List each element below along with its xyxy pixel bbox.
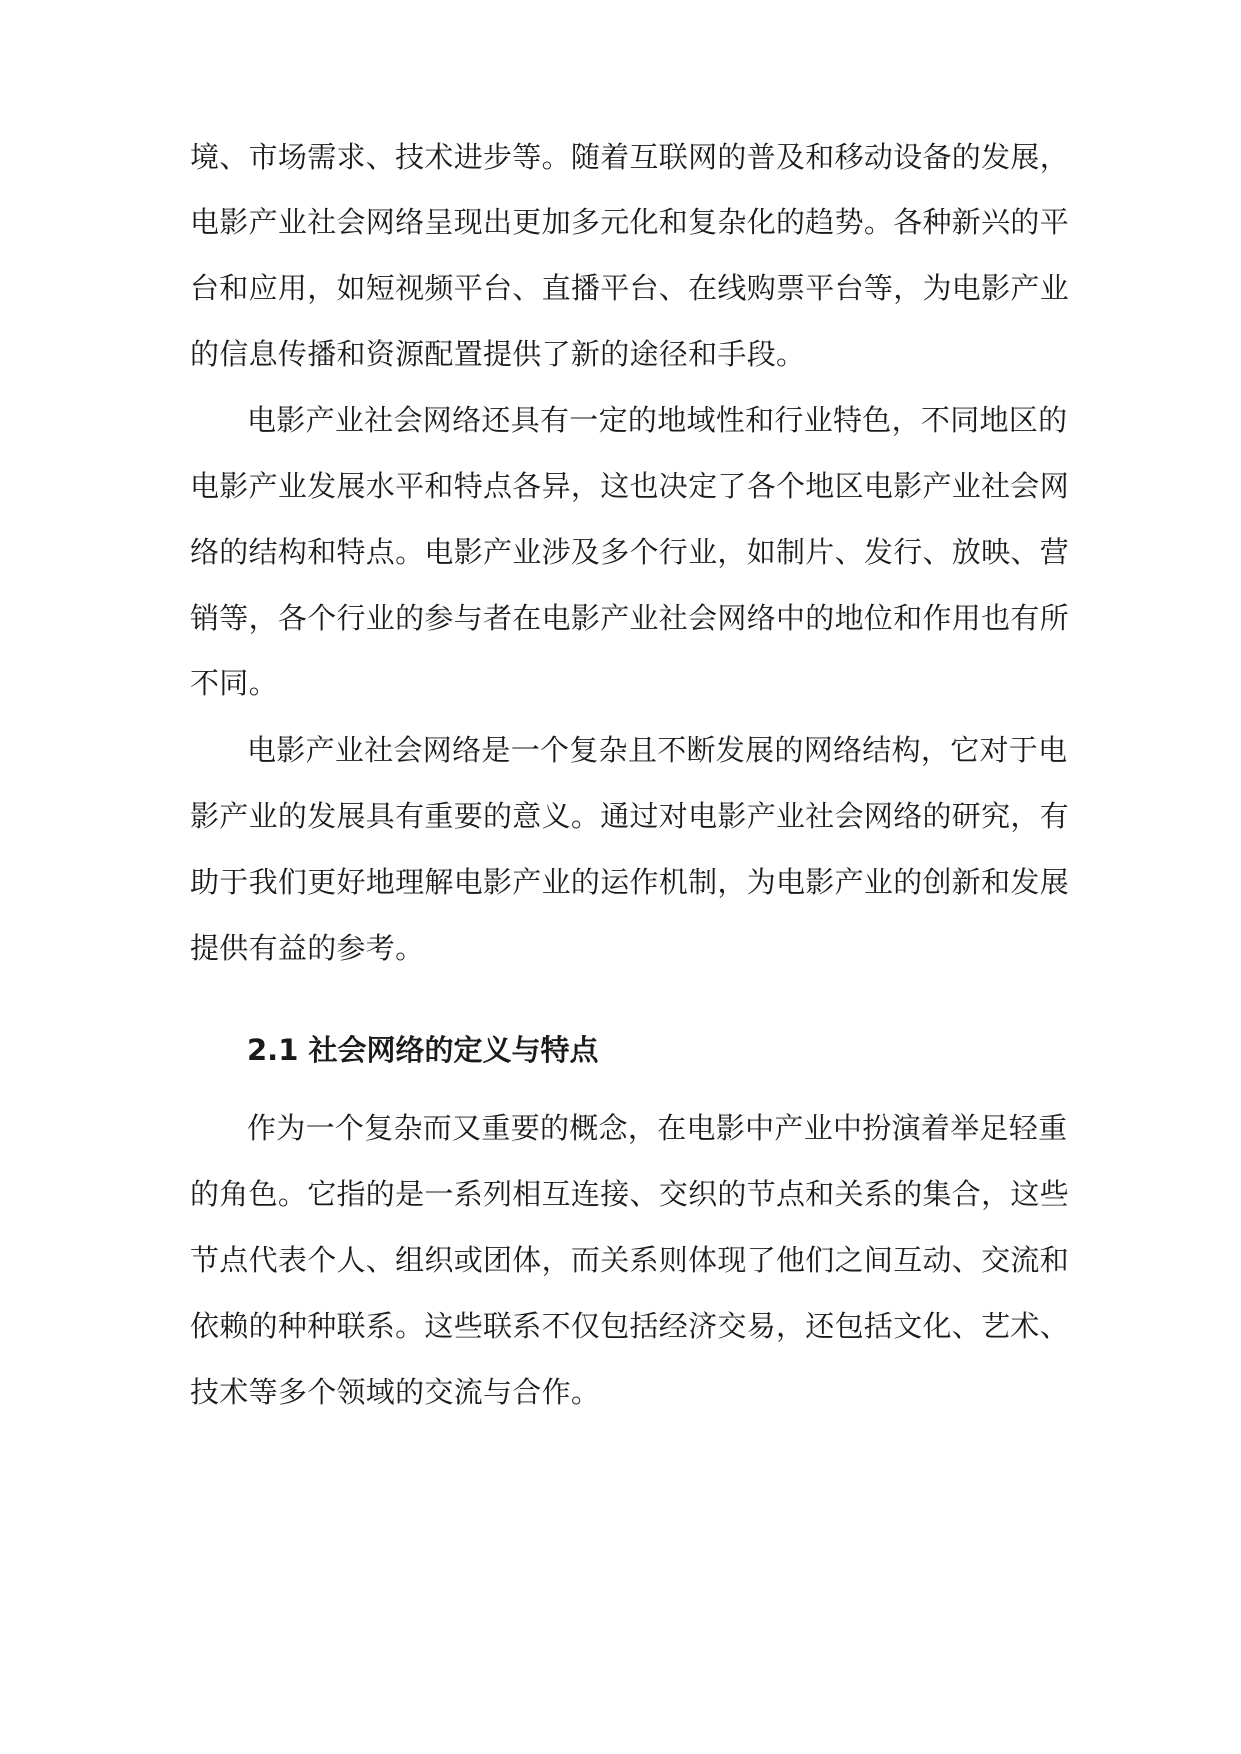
paragraph-2-line-3: 络的结构和特点。电影产业涉及多个行业，如制片、发行、放映、营 <box>190 535 1070 569</box>
paragraph-2-line-2: 电影产业发展水平和特点各异，这也决定了各个地区电影产业社会网 <box>190 469 1070 503</box>
paragraph-1-line-2: 电影产业社会网络呈现出更加多元化和复杂化的趋势。各种新兴的平 <box>190 205 1070 239</box>
paragraph-1-line-1: 境、市场需求、技术进步等。随着互联网的普及和移动设备的发展， <box>190 140 1070 174</box>
paragraph-3-line-3: 助于我们更好地理解电影产业的运作机制，为电影产业的创新和发展 <box>190 865 1070 899</box>
paragraph-4-line-3: 节点代表个人、组织或团体，而关系则体现了他们之间互动、交流和 <box>190 1243 1070 1277</box>
paragraph-3-line-4: 提供有益的参考。 <box>190 931 425 965</box>
paragraph-2-line-1: 电影产业社会网络还具有一定的地域性和行业特色，不同地区的 <box>247 403 1068 437</box>
paragraph-2-line-5: 不同。 <box>190 666 278 700</box>
section-heading: 2.1 社会网络的定义与特点 <box>247 1033 599 1067</box>
paragraph-4-line-4: 依赖的种种联系。这些联系不仅包括经济交易，还包括文化、艺术、 <box>190 1309 1070 1343</box>
paragraph-4-line-1: 作为一个复杂而又重要的概念，在电影中产业中扮演着举足轻重 <box>247 1111 1068 1145</box>
paragraph-3-line-2: 影产业的发展具有重要的意义。通过对电影产业社会网络的研究，有 <box>190 799 1070 833</box>
paragraph-4-line-2: 的角色。它指的是一系列相互连接、交织的节点和关系的集合，这些 <box>190 1177 1070 1211</box>
paragraph-3-line-1: 电影产业社会网络是一个复杂且不断发展的网络结构，它对于电 <box>247 733 1068 767</box>
paragraph-2-line-4: 销等，各个行业的参与者在电影产业社会网络中的地位和作用也有所 <box>190 601 1070 635</box>
paragraph-1-line-4: 的信息传播和资源配置提供了新的途径和手段。 <box>190 337 806 371</box>
paragraph-1-line-3: 台和应用，如短视频平台、直播平台、在线购票平台等，为电影产业 <box>190 271 1070 305</box>
paragraph-4-line-5: 技术等多个领域的交流与合作。 <box>190 1375 601 1409</box>
